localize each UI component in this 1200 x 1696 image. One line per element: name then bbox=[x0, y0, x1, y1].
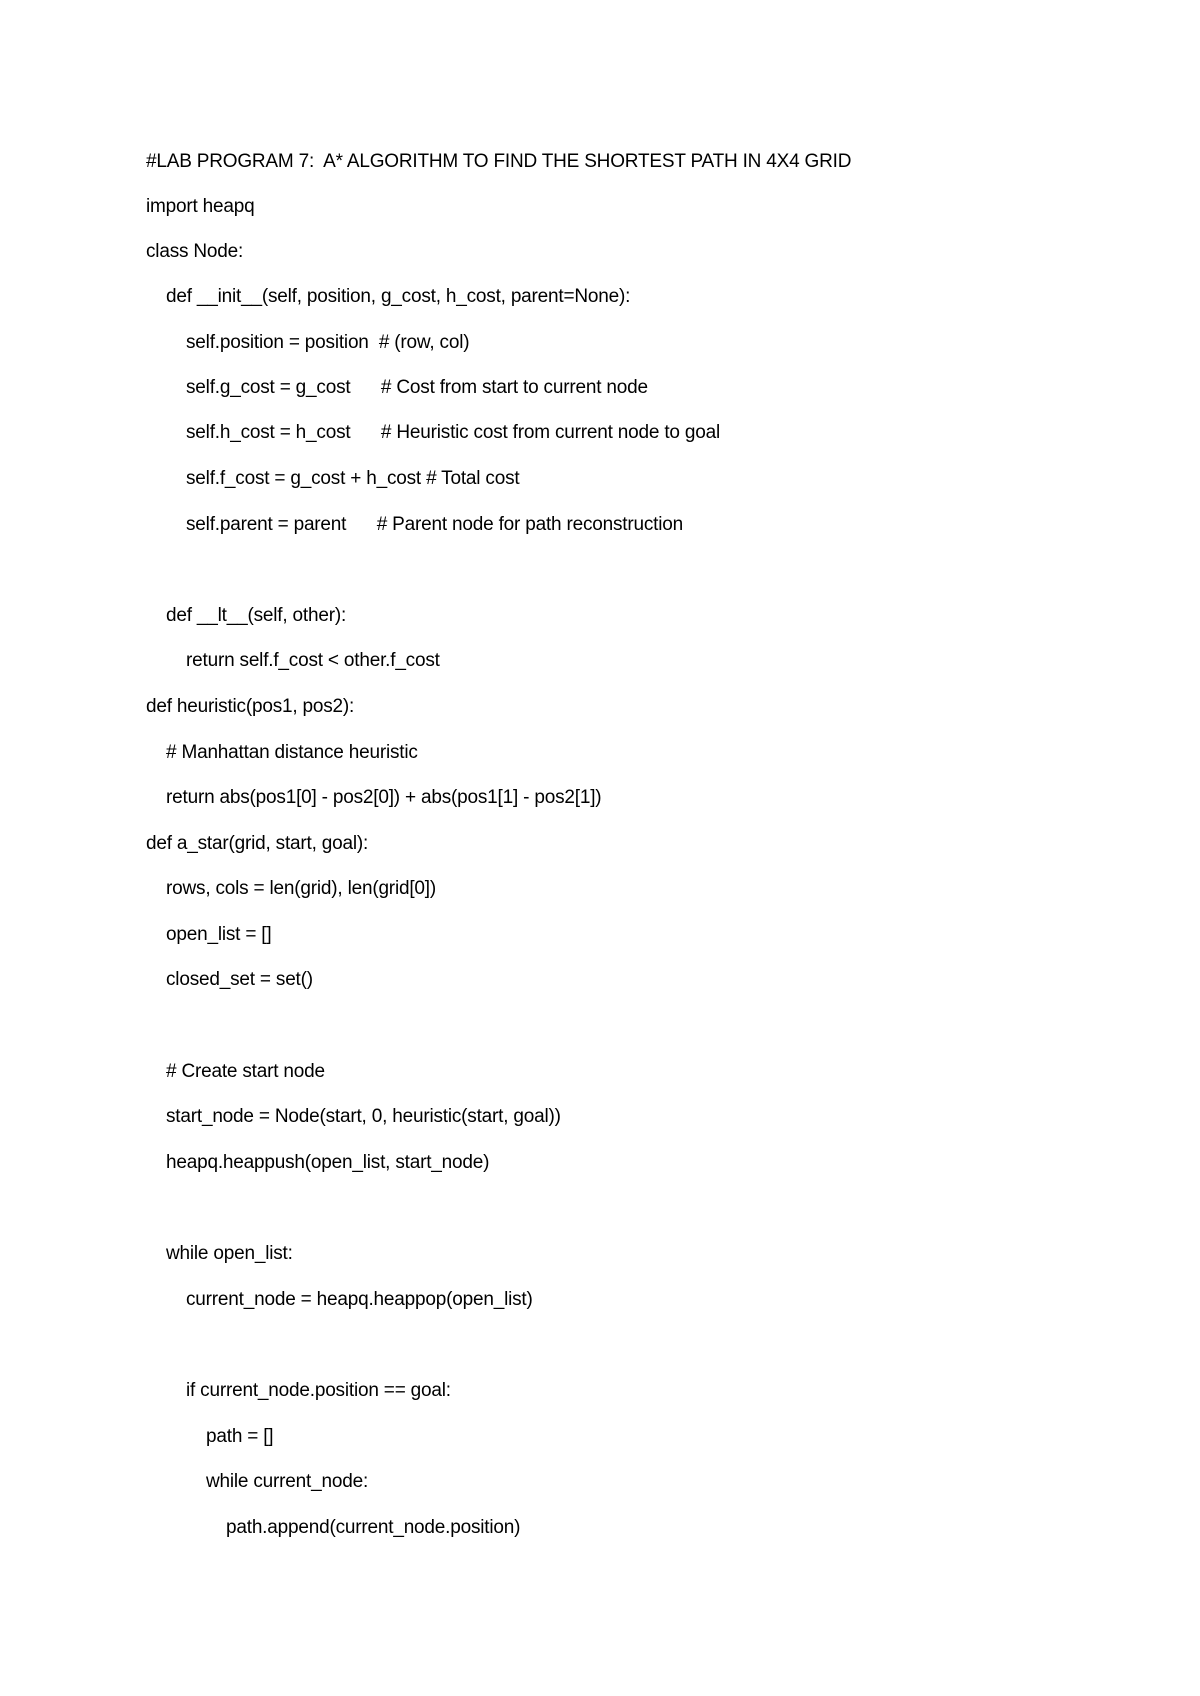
code-line: def __init__(self, position, g_cost, h_cost, parent=None): bbox=[166, 286, 631, 307]
code-line: if current_node.position == goal: bbox=[186, 1380, 451, 1401]
code-line: closed_set = set() bbox=[166, 969, 313, 990]
code-line: def __lt__(self, other): bbox=[166, 605, 347, 626]
code-line: import heapq bbox=[146, 196, 255, 217]
code-line: while current_node: bbox=[206, 1471, 369, 1492]
code-line: while open_list: bbox=[166, 1243, 293, 1264]
code-line: # Create start node bbox=[166, 1061, 325, 1082]
code-line: class Node: bbox=[146, 241, 244, 262]
code-line: current_node = heapq.heappop(open_list) bbox=[186, 1289, 533, 1310]
code-line: self.position = position # (row, col) bbox=[186, 332, 470, 353]
code-line: path = [] bbox=[206, 1426, 274, 1447]
code-line: self.h_cost = h_cost # Heuristic cost from current node to goal bbox=[186, 422, 720, 443]
code-line: open_list = [] bbox=[166, 924, 272, 945]
code-line: path.append(current_node.position) bbox=[226, 1517, 521, 1538]
code-line: start_node = Node(start, 0, heuristic(start, goal)) bbox=[166, 1106, 561, 1127]
code-line: def a_star(grid, start, goal): bbox=[146, 833, 369, 854]
code-line: heapq.heappush(open_list, start_node) bbox=[166, 1152, 490, 1173]
code-line: # Manhattan distance heuristic bbox=[166, 742, 418, 763]
program-title: #LAB PROGRAM 7: A* ALGORITHM TO FIND THE SHORTEST PATH IN 4X4 GRID bbox=[146, 151, 852, 172]
code-line: rows, cols = len(grid), len(grid[0]) bbox=[166, 878, 436, 899]
code-line: self.parent = parent # Parent node for path reconstruction bbox=[186, 514, 684, 535]
code-line: return self.f_cost < other.f_cost bbox=[186, 650, 440, 671]
code-line: self.f_cost = g_cost + h_cost # Total cost bbox=[186, 468, 520, 489]
code-line: return abs(pos1[0] - pos2[0]) + abs(pos1[1] - pos2[1]) bbox=[166, 787, 602, 808]
code-line: def heuristic(pos1, pos2): bbox=[146, 696, 355, 717]
code-line: self.g_cost = g_cost # Cost from start to current node bbox=[186, 377, 648, 398]
